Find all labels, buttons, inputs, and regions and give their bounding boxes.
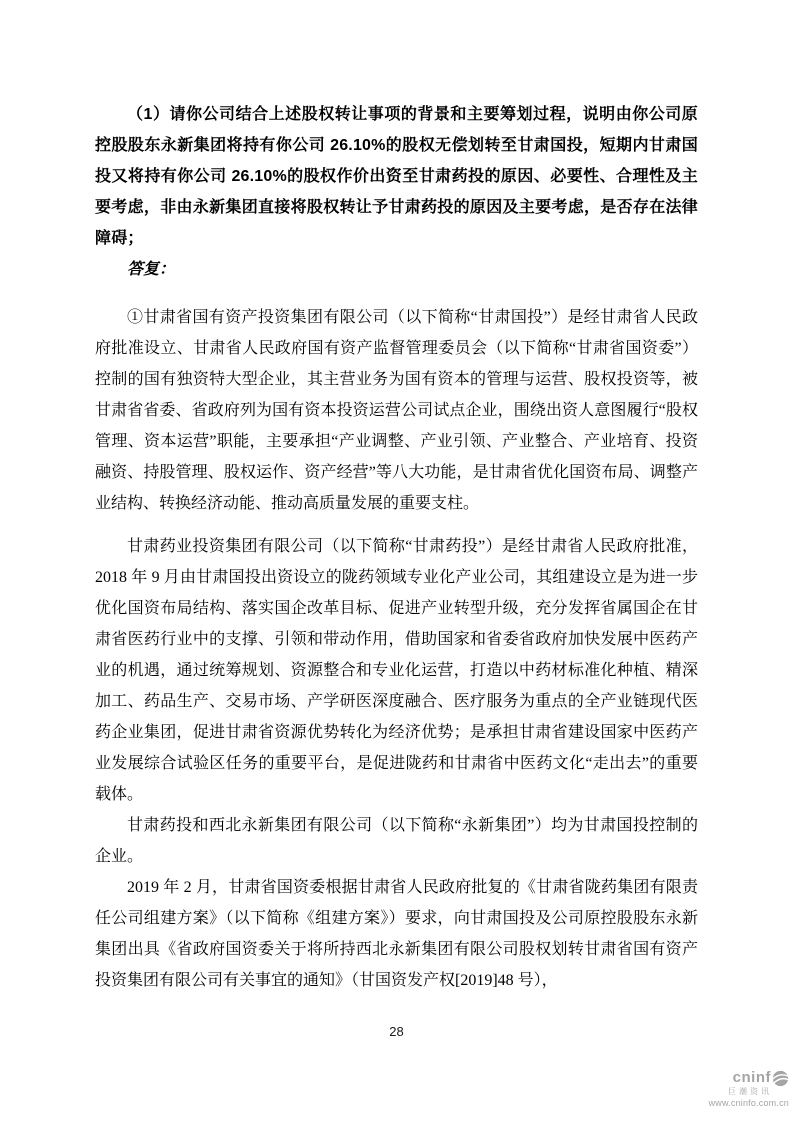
page-content — [95, 99, 698, 996]
page-number: 28 — [389, 1024, 404, 1039]
body-paragraph-2019-notice: 2019 年 2 月，甘肃省国资委根据甘肃省人民政府批复的《甘肃省陇药集团有限责任公司组建方案》（以下简称《组建方案》）要求，向甘肃国投及公司原控股股东永新集团出具《省政府国资委关于将所持西北永新集团有限公司股权划转甘肃省国有资产投资集团有限公司有关事宜的通知》（甘国资发产权[2019]48 号）， — [95, 879, 698, 989]
cninfo-logo-text: cninf — [732, 1069, 771, 1087]
body-paragraph-gansu-yaotou: 甘肃药业投资集团有限公司（以下简称“甘肃药投”）是经甘肃省人民政府批准，2018 年 9 月由甘肃国投出资设立的陇药领域专业化产业公司，其组建设立是为进一步优化国资布局结构、落实国企改革目标、促进产业转型升级，充分发挥省属国企在甘肃省医药行业中的支撑、引领和带动作用，借助国家和省委省政府加快发展中医药产业的机遇，通过统筹规划、资源整合和专业化运营，打造以中药材标准化种植、精深加工、药品生产、交易市场、产学研医深度融合、医疗服务为重点的全产业链现代医药企业集团，促进甘肃省资源优势转化为经济优势；是承担甘肃省建设国家中医药产业发展综合试验区任务的重要平台，是促进陇药和甘肃省中医药文化“走出去”的重要载体。 — [95, 538, 698, 803]
cninfo-logo-chinese-name: 巨潮资讯 — [728, 1087, 772, 1096]
cninfo-logo — [697, 1070, 789, 1109]
body-paragraph-yongxin-group: 甘肃药投和西北永新集团有限公司（以下简称“永新集团”）均为甘肃国投控制的企业。 — [95, 817, 698, 865]
cninfo-logo-row — [697, 1070, 789, 1087]
cninfo-logo-url: www.cninfo.com.cn — [708, 1097, 789, 1108]
question-paragraph: （1）请你公司结合上述股权转让事项的背景和主要筹划过程，说明由你公司原控股股东永新集团将持有你公司 26.10%的股权无偿划转至甘肃国投，短期内甘肃国投又将持有你公司 26.10%的股权作价出资至甘肃药投的原因、必要性、合理性及主要考虑，非由永新集团直接将股权转让予甘肃药投的原因及主要考虑，是否存在法律障碍； — [95, 106, 698, 247]
cninfo-swirl-icon — [772, 1070, 789, 1087]
reply-label: 答复： — [127, 261, 176, 278]
body-paragraph-gansu-guotou: ①甘肃省国有资产投资集团有限公司（以下简称“甘肃国投”）是经甘肃省人民政府批准设立、甘肃省人民政府国有资产监督管理委员会（以下简称“甘肃省国资委”）控制的国有独资特大型企业，其主营业务为国有资本的管理与运营、股权投资等，被甘肃省省委、省政府列为国有资本投资运营公司试点企业，围绕出资人意图履行“股权管理、资本运营”职能，主要承担“产业调整、产业引领、产业整合、产业培育、投资融资、持股管理、股权运作、资产经营”等八大功能，是甘肃省优化国资布局、调整产业结构、转换经济动能、推动高质量发展的重要支柱。 — [95, 309, 698, 512]
